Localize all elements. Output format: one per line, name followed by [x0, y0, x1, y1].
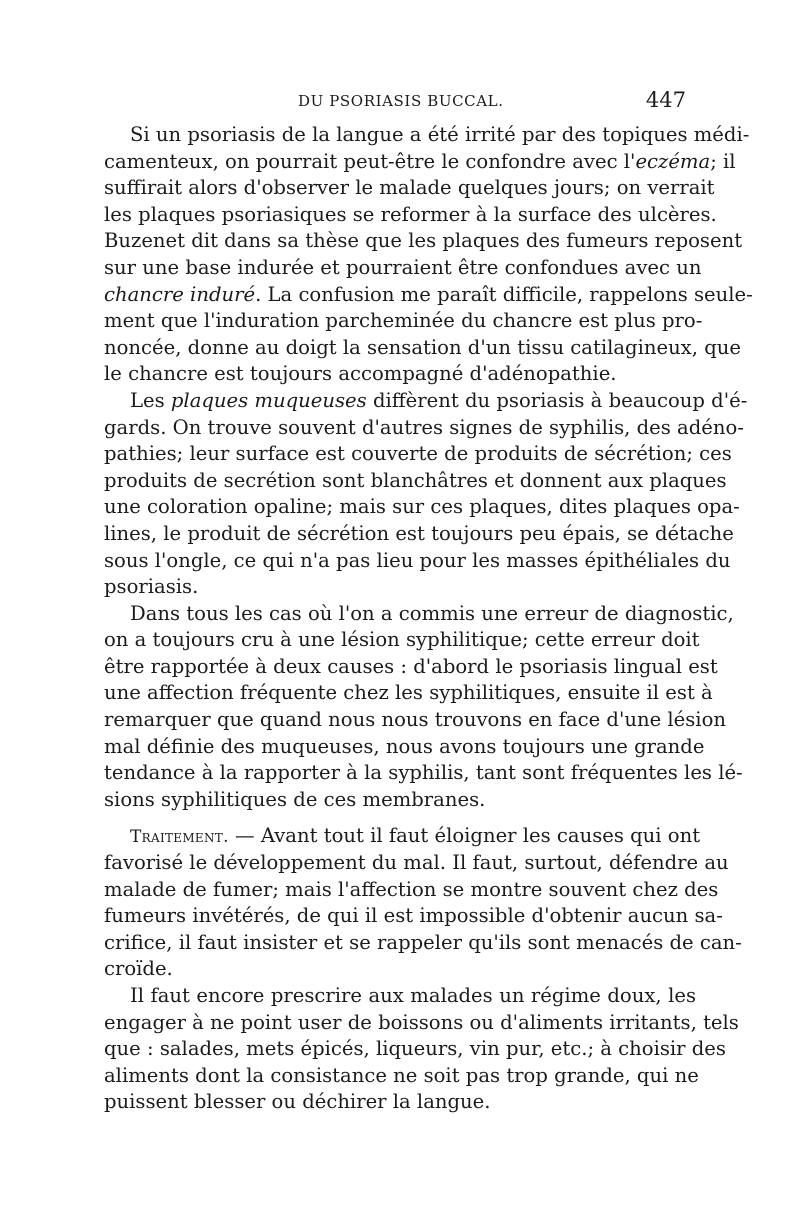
- text-run: camenteux, on pourrait peut-être le confondre avec l': [104, 149, 636, 173]
- text-line: pathies; leur surface est couverte de produits de sécrétion; ces: [104, 442, 732, 466]
- text-line: Dans tous les cas où l'on a commis une erreur de diagnostic,: [130, 601, 734, 625]
- paragraph-plaques-muqueuses: [104, 388, 748, 601]
- paragraph-spacer: [104, 813, 696, 823]
- text-line: fumeurs invétérés, de qui il est impossible d'obtenir aucun sa-: [104, 904, 723, 928]
- text-line: mal définie des muqueuses, nous avons toujours une grande: [104, 734, 705, 758]
- text-line: sous l'ongle, ce qui n'a pas lieu pour les masses épithéliales du: [104, 548, 731, 572]
- text-line: on a toujours cru à une lésion syphilitique; cette erreur doit: [104, 628, 700, 652]
- paragraph-differential-eczema: [104, 122, 753, 388]
- italic-term-plaques: plaques muqueuses: [170, 388, 367, 412]
- text-line: [104, 149, 736, 176]
- text-line: noncée, donne au doigt la sensation d'un tissu catilagineux, que: [104, 335, 741, 359]
- paragraph-diagnostic-error: [104, 601, 743, 814]
- text-line: crifice, il faut insister et se rappeler qu'ils sont menacés de can-: [104, 930, 742, 954]
- book-page: [104, 88, 753, 1116]
- text-line: psoriasis.: [104, 575, 199, 599]
- text-line: aliments dont la consistance ne soit pas trop grande, qui ne: [104, 1063, 699, 1087]
- text-run: Les: [130, 388, 171, 412]
- section-heading-traitement: Traitement.: [130, 827, 229, 848]
- text-line: tendance à la rapporter à la syphilis, tant sont fréquentes les lé-: [104, 761, 743, 785]
- paragraph-traitement: [104, 823, 742, 983]
- text-run: . La confusion me paraît difficile, rappelons seule-: [255, 282, 753, 306]
- text-line: engager à ne point user de boissons ou d'aliments irritants, tels: [104, 1010, 739, 1034]
- text-line: suffirait alors d'observer le malade quelques jours; on verrait: [104, 176, 715, 200]
- text-line: une coloration opaline; mais sur ces plaques, dites plaques opa-: [104, 495, 740, 519]
- text-line: être rapportée à deux causes : d'abord le psoriasis lingual est: [104, 654, 718, 678]
- text-run: ; il: [710, 149, 736, 173]
- text-line: Si un psoriasis de la langue a été irrité par des topiques médi-: [130, 123, 750, 146]
- text-line: Il faut encore prescrire aux malades un régime doux, les: [130, 984, 696, 1007]
- text-line: favorisé le développement du mal. Il faut, surtout, défendre au: [104, 851, 729, 875]
- page-header: [104, 88, 696, 122]
- running-head: DU PSORIASIS BUCCAL.: [298, 92, 504, 110]
- text-run: — Avant tout il faut éloigner les causes qui ont: [228, 824, 701, 848]
- text-line: produits de secrétion sont blanchâtres et donnent aux plaques: [104, 468, 727, 492]
- text-line: [104, 282, 753, 309]
- text-line: ment que l'induration parcheminée du chancre est plus pro-: [104, 309, 703, 333]
- text-line: [104, 823, 701, 850]
- text-line: le chancre est toujours accompagné d'adénopathie.: [104, 362, 617, 386]
- text-line: que : salades, mets épicés, liqueurs, vin pur, etc.; à choisir des: [104, 1037, 726, 1061]
- text-line: lines, le produit de sécrétion est toujours peu épais, se détache: [104, 521, 734, 545]
- text-line: une affection fréquente chez les syphilitiques, ensuite il est à: [104, 681, 713, 705]
- text-run: diffèrent du psoriasis à beaucoup d'é-: [366, 388, 748, 412]
- italic-term-eczema: eczéma: [635, 149, 711, 173]
- text-line: Buzenet dit dans sa thèse que les plaques des fumeurs reposent: [104, 229, 743, 253]
- text-line: gards. On trouve souvent d'autres signes de syphilis, des adéno-: [104, 415, 744, 439]
- text-line: sur une base indurée et pourraient être confondues avec un: [104, 255, 702, 279]
- italic-term-chancre: chancre induré: [104, 282, 256, 306]
- text-line: [104, 388, 748, 415]
- paragraph-regime: [104, 983, 739, 1116]
- text-line: puissent blesser ou déchirer la langue.: [104, 1090, 491, 1114]
- text-line: croïde.: [104, 957, 173, 981]
- text-line: remarquer que quand nous nous trouvons en face d'une lésion: [104, 708, 726, 732]
- page-number: 447: [645, 88, 686, 112]
- body-text: [104, 122, 753, 1116]
- text-line: les plaques psoriasiques se reformer à la surface des ulcères.: [104, 202, 717, 226]
- text-line: malade de fumer; mais l'affection se montre souvent chez des: [104, 877, 719, 901]
- text-line: sions syphilitiques de ces membranes.: [104, 787, 486, 811]
